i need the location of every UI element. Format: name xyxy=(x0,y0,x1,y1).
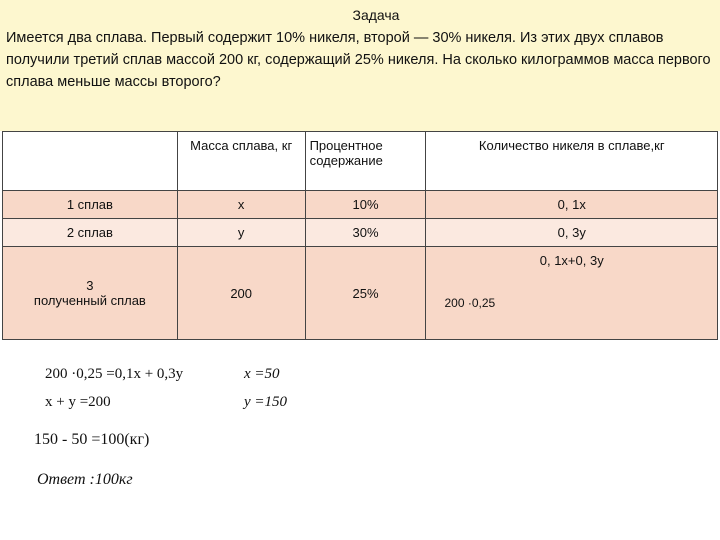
difference-equation: 150 - 50 =100(кг) xyxy=(34,431,150,448)
system2-equation2: y =150 xyxy=(244,394,288,410)
nickel-sum: 0, 1х+0, 3у xyxy=(539,253,604,268)
table-row xyxy=(3,247,718,340)
row-name: 2 сплав xyxy=(3,219,178,247)
header-mass: Масса сплава, кг xyxy=(177,132,305,191)
row-name-line2: полученный сплав xyxy=(33,293,146,308)
header-empty xyxy=(3,132,178,191)
system2-equation1: x =50 xyxy=(244,366,280,382)
row-percent: 30% xyxy=(305,219,426,247)
row-name-line1: 3 xyxy=(86,278,94,293)
problem-statement xyxy=(0,0,720,131)
table-row xyxy=(3,219,718,247)
alloy-table xyxy=(2,131,718,340)
row-mass: х xyxy=(177,191,305,219)
header-nickel: Количество никеля в сплаве,кг xyxy=(426,132,718,191)
row-mass: 200 xyxy=(177,247,305,340)
row-percent: 10% xyxy=(305,191,426,219)
problem-text: Имеется два сплава. Первый содержит 10% никеля, второй — 30% никеля. Из этих двух сплавов получили третий сплав массой 200 кг, содержащий 25% никеля. На сколько килограммов масса первого сплава меньше массы второго? xyxy=(6,30,711,90)
header-percent: Процентное содержание xyxy=(305,132,426,191)
row-nickel: 0, 3у xyxy=(426,219,718,247)
nickel-product: 200 ·0,25 xyxy=(444,296,496,310)
row-nickel: 0, 1х xyxy=(426,191,718,219)
row-nickel xyxy=(426,247,718,340)
table-row xyxy=(3,191,718,219)
system1-equation1: 200 ·0,25 =0,1x + 0,3y xyxy=(45,366,184,382)
row-mass: у xyxy=(177,219,305,247)
row-name xyxy=(3,247,178,340)
answer: Ответ :100кг xyxy=(37,471,133,488)
problem-title: Задача xyxy=(352,7,400,23)
table-header-row xyxy=(3,132,718,191)
system1-equation2: x + y =200 xyxy=(45,394,111,410)
row-percent: 25% xyxy=(305,247,426,340)
row-name: 1 сплав xyxy=(3,191,178,219)
